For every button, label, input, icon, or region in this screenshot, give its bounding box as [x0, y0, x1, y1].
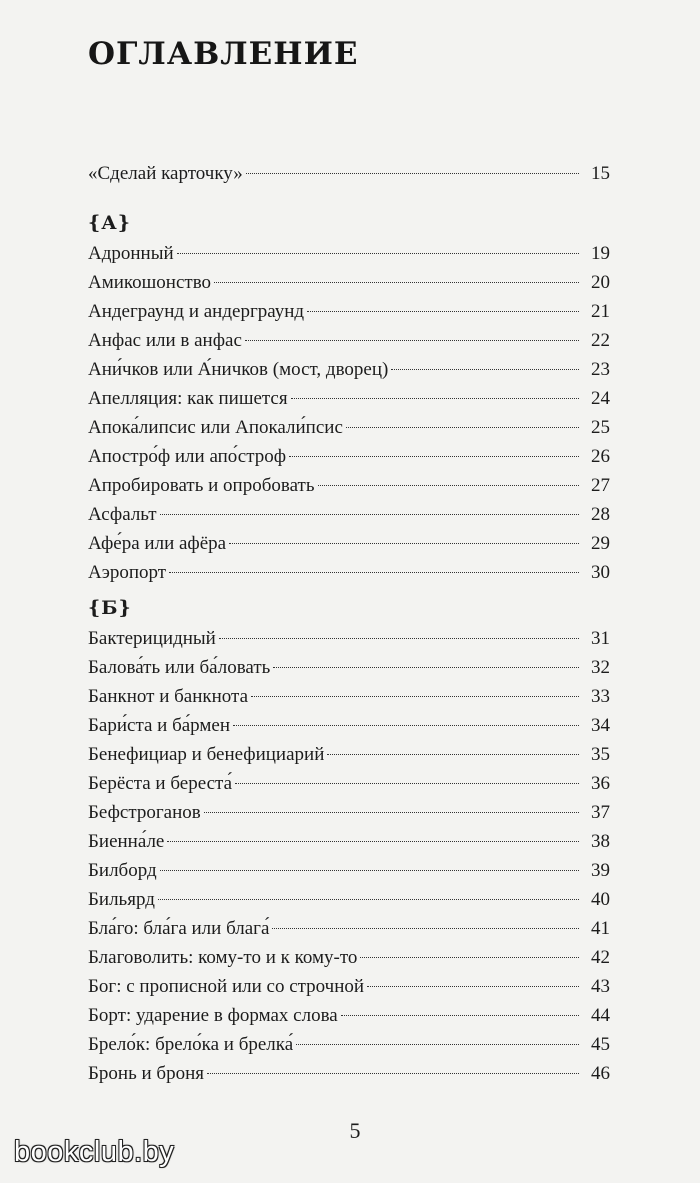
dot-leader — [251, 696, 579, 697]
toc-entry — [88, 856, 610, 885]
toc-entry-title: Банкнот и банкнота — [88, 686, 249, 707]
toc-entry — [88, 413, 610, 442]
toc-entry — [88, 326, 610, 355]
toc-entry — [88, 769, 610, 798]
toc-intro-row — [88, 159, 610, 188]
toc-entry-title: Борт: ударение в формах слова — [88, 1005, 338, 1026]
dot-leader — [160, 514, 579, 515]
toc-entry — [88, 471, 610, 500]
toc-entry-title: Апелляция: как пишется — [88, 388, 288, 409]
toc-entry-page: 26 — [591, 446, 610, 467]
dot-leader — [291, 398, 579, 399]
dot-leader — [167, 841, 579, 842]
toc-entry — [88, 885, 610, 914]
toc-entry — [88, 558, 610, 587]
toc-entry-page: 44 — [591, 1005, 610, 1026]
toc-entry-title: Брело́к: брело́ка и брелка́ — [88, 1034, 294, 1055]
toc-entry-title: Бильярд — [88, 889, 155, 910]
toc-entry — [88, 268, 610, 297]
section-letter-b: {Б} — [88, 597, 132, 619]
toc-entry-page: 23 — [591, 359, 610, 380]
watermark: bookclub.by — [14, 1136, 175, 1168]
toc-entry-title: Апробировать и опробовать — [88, 475, 315, 496]
toc-entry — [88, 1001, 610, 1030]
toc-list-a — [88, 239, 610, 587]
toc-entry — [88, 943, 610, 972]
toc-entry-page: 32 — [591, 657, 610, 678]
toc-entry-page: 27 — [591, 475, 610, 496]
toc-entry — [88, 529, 610, 558]
dot-leader — [177, 253, 579, 254]
toc-entry-title: Апока́липсис или Апокали́псис — [88, 417, 343, 438]
toc-entry-page: 34 — [591, 715, 610, 736]
toc-entry-title: Биенна́ле — [88, 831, 165, 852]
toc-entry-page: 38 — [591, 831, 610, 852]
toc-list-b — [88, 624, 610, 1088]
toc-entry-title: Берёста и береста́ — [88, 773, 233, 794]
toc-entry-title: Бенефициар и бенефициарий — [88, 744, 325, 765]
toc-entry-page: 31 — [591, 628, 610, 649]
toc-entry-title: Бог: с прописной или со строчной — [88, 976, 365, 997]
dot-leader — [367, 986, 579, 987]
dot-leader — [229, 543, 579, 544]
toc-entry-page: 19 — [591, 243, 610, 264]
toc-entry-page: 22 — [591, 330, 610, 351]
page-number: 5 — [349, 1118, 361, 1143]
toc-entry-title: Бактерицидный — [88, 628, 216, 649]
dot-leader — [160, 870, 579, 871]
toc-entry-page: 42 — [591, 947, 610, 968]
dot-leader — [341, 1015, 579, 1016]
toc-entry-page: 40 — [591, 889, 610, 910]
dot-leader — [289, 456, 579, 457]
toc-entry-page: 25 — [591, 417, 610, 438]
dot-leader — [204, 812, 579, 813]
toc-entry-title: Бефстроганов — [88, 802, 201, 823]
dot-leader — [169, 572, 579, 573]
toc-entry-title: Билборд — [88, 860, 157, 881]
dot-leader — [391, 369, 579, 370]
toc-entry — [88, 682, 610, 711]
toc-entry — [88, 384, 610, 413]
toc-entry-page: 21 — [591, 301, 610, 322]
dot-leader — [346, 427, 579, 428]
toc-entry-page: 20 — [591, 272, 610, 293]
toc-entry-page: 43 — [591, 976, 610, 997]
dot-leader — [296, 1044, 579, 1045]
toc-entry — [88, 624, 610, 653]
dot-leader — [272, 928, 579, 929]
toc-entry — [88, 972, 610, 1001]
toc-entry-title: Амикошонство — [88, 272, 212, 293]
dot-leader — [307, 311, 579, 312]
toc-entry-page: 29 — [591, 533, 610, 554]
toc-entry — [88, 1059, 610, 1088]
toc-entry-page: 28 — [591, 504, 610, 525]
toc-entry-page: 46 — [591, 1063, 610, 1084]
dot-leader — [233, 725, 579, 726]
toc-entry — [88, 500, 610, 529]
toc-entry-page: 35 — [591, 744, 610, 765]
dot-leader — [219, 638, 579, 639]
toc-entry-title: Апостро́ф или апо́строф — [88, 446, 287, 467]
toc-entry — [88, 442, 610, 471]
toc-entry-title: Бла́го: бла́га или блага́ — [88, 918, 270, 939]
dot-leader — [245, 340, 579, 341]
toc-entry — [88, 297, 610, 326]
dot-leader — [318, 485, 580, 486]
toc-entry-page: 39 — [591, 860, 610, 881]
toc-entry-title: Аэропорт — [88, 562, 167, 583]
toc-entry-title: Бронь и броня — [88, 1063, 204, 1084]
dot-leader — [235, 783, 579, 784]
toc-section-b — [88, 595, 610, 1088]
toc-entry-page: 36 — [591, 773, 610, 794]
toc-entry — [88, 653, 610, 682]
toc-entry — [88, 740, 610, 769]
toc-entry-page: 30 — [591, 562, 610, 583]
dot-leader — [246, 173, 579, 174]
toc-entry-title: Благоволить: кому-то и к кому-то — [88, 947, 358, 968]
toc-entry-title: «Сделай карточку» — [88, 163, 243, 184]
dot-leader — [273, 667, 579, 668]
toc-entry-title: Афе́ра или афёра — [88, 533, 227, 554]
toc-entry-page: 41 — [591, 918, 610, 939]
toc-entry-page: 33 — [591, 686, 610, 707]
dot-leader — [207, 1073, 579, 1074]
dot-leader — [158, 899, 579, 900]
toc-entry-title: Асфальт — [88, 504, 157, 525]
toc-entry-title: Анфас или в анфас — [88, 330, 242, 351]
toc-entry — [88, 1030, 610, 1059]
toc-entry-page: 45 — [591, 1034, 610, 1055]
toc-entry — [88, 914, 610, 943]
toc-section-a — [88, 210, 610, 587]
toc-entry-page: 15 — [591, 163, 610, 184]
dot-leader — [360, 957, 579, 958]
toc-entry — [88, 827, 610, 856]
toc-entry-title: Бари́ста и ба́рмен — [88, 715, 231, 736]
toc-entry-title: Ани́чков или А́ничков (мост, дворец) — [88, 359, 389, 380]
toc-entry-page: 37 — [591, 802, 610, 823]
dot-leader — [327, 754, 579, 755]
toc-entry-title: Адронный — [88, 243, 174, 264]
toc-entry-page: 24 — [591, 388, 610, 409]
dot-leader — [214, 282, 579, 283]
section-letter-a: {А} — [88, 212, 131, 234]
toc-entry-title: Андеграунд и андерграунд — [88, 301, 305, 322]
page-title: ОГЛАВЛЕНИЕ — [88, 36, 359, 72]
toc-entry — [88, 711, 610, 740]
toc-entry — [88, 355, 610, 384]
toc-entry — [88, 798, 610, 827]
toc-entry — [88, 239, 610, 268]
toc-entry-title: Балова́ть или ба́ловать — [88, 657, 271, 678]
